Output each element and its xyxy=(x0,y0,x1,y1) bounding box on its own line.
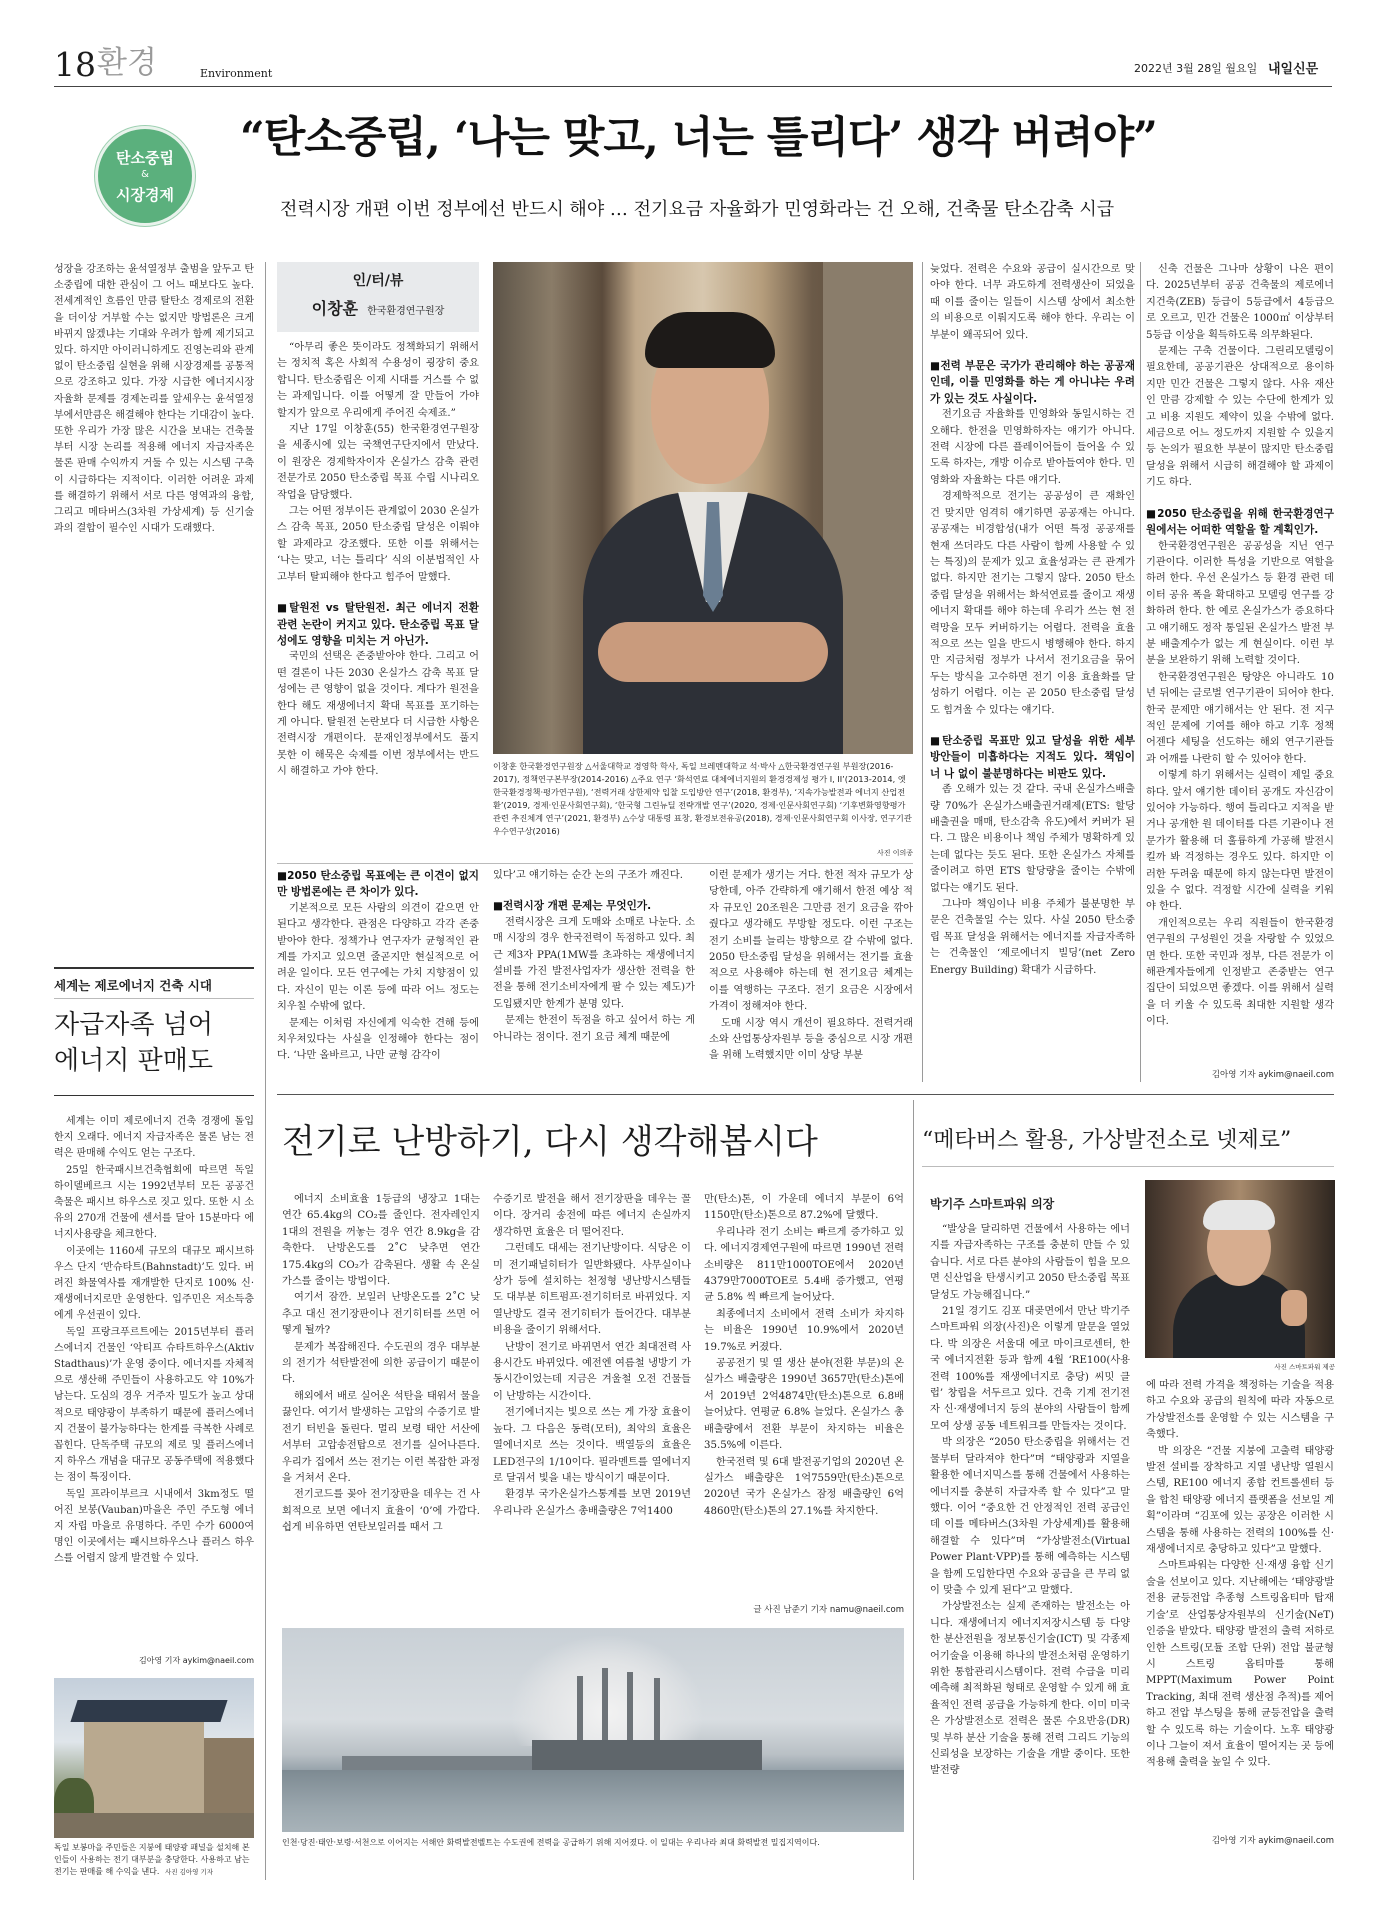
paper-logo: 내일신문 xyxy=(1268,62,1319,77)
paragraph: 독일 프라이부르크 시내에서 3km정도 떨어진 보봉(Vauban)마을은 주민 주도형 에너지 자립 마을로 유명하다. 주민 수가 6000여명인 이곳에서는 패시브하우스나 플러스 하우스를 어렵지 않게 발견할 수 있다. xyxy=(54,1488,254,1565)
header-rule xyxy=(54,86,1332,87)
meta-person: 박기주 스마트파워 의장 xyxy=(930,1197,1055,1211)
side-top-rule xyxy=(54,967,254,969)
meta-photo-credit: 사진 스마트파워 제공 xyxy=(1274,1363,1335,1371)
paragraph: 수증기로 발전을 해서 전기장판을 데우는 꼴이다. 장거리 송전에 따른 에너지 손실까지 생각하면 효율은 더 떨어진다. xyxy=(493,1194,691,1238)
paragraph: 한국환경연구원은 탕양은 아니라도 10년 뒤에는 글로벌 연구기관이 되어야 한다. 한국 문제만 얘기해서는 안 된다. 전 지구적인 문제에 기여를 해야 하고 기후 정책 어젠다 세팅을 선도하는 해외 연구기관들과 어깨를 나란히 할 수 있어야 한다. xyxy=(1146,671,1334,765)
photo-hands xyxy=(598,622,828,682)
paragraph: 늦었다. 전력은 수요와 공급이 실시간으로 맞아야 한다. 너무 과도하게 전력생산이 되었을 때 이를 줄이는 일들이 시스템 상에서 최소한의 비용으로 이뤄지도록 해야 한다. 우리는 이 부분이 왜곡되어 있다. xyxy=(930,264,1135,341)
column-rule xyxy=(1140,262,1141,1082)
interview-col3c xyxy=(493,868,695,1082)
column-rule xyxy=(265,1100,266,1880)
paragraph: 문제는 구축 건물이다. 그린리모델링이 필요한데, 공공기관은 상대적으로 용이하지만 민간 건물은 그렇지 않다. 사유 재산인 만큼 강제할 수 있는 수단에 한계가 있고 비용 지원도 제약이 있을 수밖에 없다. 세금으로 어느 정도까지 지원할 수 있을지 등 논의가 필요한 부분이 많지만 탄소중립 달성을 위해서 시급히 해결해야 할 과제이기도 하다. xyxy=(1146,346,1334,489)
meta-headline: “메타버스 활용, 가상발전소로 넷제로” xyxy=(922,1128,1292,1153)
caption-text: 독일 보봉마을 주민들은 지붕에 태양광 패널을 설치해 본인들이 사용하는 전기 대부분을 충당한다. 사용하고 남는 전기는 판매를 해 수익을 낸다. xyxy=(54,1843,250,1876)
paragraph: 세계는 이미 제로에너지 건축 경쟁에 돌입한지 오래다. 에너지 자급자족은 물론 남는 전력은 판매해 수익도 얻는 구조다. xyxy=(54,1116,254,1160)
paragraph: 문제가 복잡해진다. 수도권의 경우 대부분의 전기가 석탄발전에 의한 공급이기 때문이다. xyxy=(282,1341,480,1386)
series-badge-line3: 시장경제 xyxy=(116,186,174,204)
paragraph: 문제는 이처럼 자신에게 익숙한 견해 등에 치우쳐있다는 사실을 인정해야 한다는 점이다. ‘나만 올바르고, 나만 균형 감각이 xyxy=(277,1017,479,1062)
photo-caption xyxy=(493,760,913,860)
heat-photo-caption: 인천·당진·태안·보령·서천으로 이어지는 서해안 화력발전벨트는 수도권에 전력을 공급하기 위해 지어졌다. 이 일대는 우리나라 최대 화력발전 밀집지역이다. xyxy=(282,1838,820,1847)
side-photo-caption xyxy=(54,1842,254,1878)
side-title-rule xyxy=(54,1095,254,1096)
photo-ground xyxy=(54,1813,254,1838)
paragraph: 만(탄소)톤, 이 가운데 에너지 부문이 6억1150만(탄소)톤으로 87.2%에 달했다. xyxy=(704,1194,904,1222)
paragraph: 환경부 국가온실가스통계를 보면 2019년 우리나라 온실가스 총배출량은 7억1400 xyxy=(493,1489,691,1517)
series-badge-line2: & xyxy=(141,169,149,180)
column-rule xyxy=(913,1100,914,1880)
interview-label: 인/터/뷰 xyxy=(352,273,404,289)
question: ■전력시장 개편 문제는 무엇인가. xyxy=(493,900,652,913)
paragraph: 문제는 한전이 독점을 하고 싶어서 하는 게 아니라는 점이다. 전기 요금 체계 때문에 xyxy=(493,1015,695,1043)
paragraph: 이런 문제가 생기는 거다. 한전 적자 규모가 상당한데, 아주 간략하게 얘기해서 한전 예상 적자 규모인 20조원은 그만큼 전기 요금을 깎아줬다고 생각해도 무방할 정도다. 이런 구조는 전기 소비를 늘리는 방향으로 갈 수밖에 없다. 2050 탄소중립 달성을 위해서는 전기를 효율적으로 사용해야 하는데 현 전기요금 체계는 이를 역행하는 구조다. 전기 요금은 시장에서 가격이 정해져야 한다. xyxy=(709,870,913,1013)
paragraph: 좀 오해가 있는 것 같다. 국내 온실가스배출량 70%가 온실가스배출권거래제(ETS: 할당 배출권을 매매, 탄소감축 유도)에서 커버가 된다. 그 많은 비용이나 책임 주체가 명확하게 있는데 없다는 듯도 된다. 또한 온실가스 자체를 줄이려고 하면 ETS 할당량을 줄이는 수밖에 없다는 얘기도 된다. xyxy=(930,784,1135,894)
question: ■탈원전 vs 탈탄원전. 최근 에너지 전환 관련 논란이 커지고 있다. 탄소중립 목표 달성에도 영향을 미치는 거 아닌가. xyxy=(277,602,479,647)
paragraph: 그는 어떤 정부이든 관계없이 2030 온실가스 감축 목표, 2050 탄소중립 달성은 이뤄야 할 과제라고 강조했다. 또한 이를 위해서는 ‘나는 맞고, 너는 틀리다’ 식의 이분법적인 사고부터 탈피해야 한다고 힘주어 말했다. xyxy=(277,506,479,583)
paragraph: 전기요금 자율화를 민영화와 동일시하는 건 오해다. 한전을 민영화하자는 얘기가 아니다. 전력 시장에 다른 플레이어들이 들어올 수 있도록 하자는, 개방 이슈로 받아들여야 한다. 민영화와 자율화는 다른 얘기다. xyxy=(930,409,1135,486)
interview-col5 xyxy=(1146,262,1334,1070)
side-body xyxy=(54,1114,254,1654)
photo-credit: 사진 이의종 xyxy=(876,849,913,857)
paragraph: 25일 한국패시브건축협회에 따르면 독일 하이델베르크 시는 1992년부터 모든 공공건축물은 패시브 하우스로 짓고 있다. 또한 시 소유의 270개 건물에 센서를 달아 15분마다 에너지사용량을 체크한다. xyxy=(54,1164,254,1241)
paragraph: 독일 프랑크푸르트에는 2015년부터 플러스에너지 건물인 ‘악티프 슈타트하우스(Aktiv Stadthaus)’가 운영 중이다. 에너지를 자체적으로 생산해 주민들이 사용하고도 약 10%가 남는다. 도심의 경우 거주자 밀도가 높고 상대적으로 태양광이 부족하기 때문에 플러스에너지 건물이 불가능하다는 한계를 극복한 사례로 꼽힌다. 단독주택 규모의 제로 및 플러스에너지 하우스 개념을 대규모 공동주택에 적용했다는 점이 특징이다. xyxy=(54,1326,254,1484)
paragraph: 해외에서 배로 실어온 석탄을 태워서 물을 끓인다. 여기서 발생하는 고압의 수증기로 발전기 터빈을 돌린다. 멀리 보령 태안 서산에서부터 고압송전탑으로 전기를 실어나른다. 우리가 집에서 쓰는 전기는 이런 복잡한 과정을 거쳐서 온다. xyxy=(282,1390,480,1484)
heat-col2 xyxy=(493,1192,691,1616)
caption-text: 이창훈 한국환경연구원장 △서울대학교 경영학 학사, 독일 브레멘대학교 석·박사 △한국환경연구원 부원장(2016-2017), 정책연구본부장(2014-2016) △주요 연구 ‘화석연료 대체에너지원의 환경경제성 평가 I, II’(2013-2014, 엣 한국환경정책·평가연구원), ‘전력거래 상한제약 입찰 도입방안 연구’(2018, 환경부), ‘지속가능발전과 에너지 산업전환’(2019, 경제·인문사회연구회), ‘한국형 그린뉴딜 전략개발 연구’(2020, 경제·인문사회연구회) ‘기후변화영향평가 관련 추진체계 연구’(2021, 환경부) △수상 대통령 표창, 환경보전유공(2018), 경제·인문사회연구회 이사장, 연구기관 우수연구상(2016) xyxy=(493,761,912,836)
paragraph: 21일 경기도 김포 대곶면에서 만난 박기주 스마트파워 의장(사진)은 이렇게 말문을 열었다. 박 의장은 서울대 에코 마이크로센터, 한국 에너지전환 등과 함께 4월 ‘RE100(사용 전력 100%를 재생에너지로 충당) 씨밋 클럽’ 창립을 서두르고 있다. 건축 기계 전기전자 신·재생에너지 등의 분야의 사람들이 함께 모여 상생 공동 네트워크를 만들자는 것이다. xyxy=(930,1306,1130,1432)
question: ■2050 탄소중립 목표에는 큰 이견이 없지만 방법론에는 큰 차이가 있다. xyxy=(277,870,479,899)
intro-text: 성장을 강조하는 윤석열정부 출범을 앞두고 탄소중립에 대한 관심이 그 어느 때보다도 높다. 전세계적인 흐름인 만큼 탈탄소 경제로의 전환을 더이상 거부할 수는 없지만 방법론은 크게 바뀌지 않겠냐는 기대와 우려가 함께 제기되고 있다. 하지만 아이러니하게도 진영논리와 관계없이 탄소중립 실현을 위해 시장경제를 공통적으로 강조하고 있다. 가장 시급한 에너지시장 자율화 문제를 경제논리를 앞세우는 윤석열정부에서만큼은 해결해야 한다는 기대감이 높다. 또한 우리가 가장 많은 시간을 보내는 건축물부터 시장 논리를 적용해 에너지 자급자족은 물론 판매 수익까지 거둘 수 있는 시스템 구축이 시급하다는 지적이다. 이러한 어려운 과제를 해결하기 위해서 서로 다른 영역과의 융합, 그리고 메타버스(3차원 가상세계) 등 신기술과의 결합이 필수인 시대가 도래했다. xyxy=(54,264,254,535)
interviewee-name: 이창훈 xyxy=(311,299,358,318)
main-subhead: 전력시장 개편 이번 정부에선 반드시 해야 … 전기요금 자율화가 민영화라는 건 오해, 건축물 탄소감축 시급 xyxy=(280,199,1115,220)
interview-col4 xyxy=(930,262,1135,1082)
paragraph: 공공전기 및 열 생산 분야(전환 부문)의 온실가스 배출량은 1990년 3657만(탄소)톤에서 2019년 2억4874만(탄소)톤으로 6.8배 늘어났다. 연평균 6.8% 늘었다. 온실가스 총배출량에서 전환 부문이 차지하는 비율은 35.5%에 이른다. xyxy=(704,1358,904,1452)
interviewee xyxy=(277,296,479,319)
question: ■전력 부문은 국가가 관리해야 하는 공공재인데, 이를 민영화를 하는 게 아니냐는 우려가 있는 것도 사실이다. xyxy=(930,360,1135,405)
main-headline: “탄소중립, ‘나는 맞고, 너는 틀리다’ 생각 버려야” xyxy=(240,113,1157,163)
photo-hair xyxy=(1203,1200,1275,1230)
paragraph: 개인적으로는 우리 직원들이 한국환경연구원의 구성원인 것을 자랑할 수 있었으면 한다. 또한 국민과 정부, 다른 전문가 이해관계자들에게 인정받고 존중받는 연구 집단이 되었으면 좋겠다. 이를 위해서 실력을 더 키울 수 있도록 최대한 지원할 생각이다. xyxy=(1146,917,1334,1028)
issue-date: 2022년 3월 28일 월요일 xyxy=(1134,62,1258,75)
heat-headline: 전기로 난방하기, 다시 생각해봅시다 xyxy=(282,1122,818,1162)
page-header xyxy=(54,45,1332,86)
paragraph: 그런데도 대세는 전기난방이다. 식당은 이미 전기패널히터가 일반화됐다. 사무실이나 상가 등에 설치하는 천정형 냉난방시스템들도 대부분 히트펌프·전기히터로 바뀌었다. 지열난방도 결국 전기히터가 들어간다. 대부분 비용을 줄이기 위해서다. xyxy=(493,1243,691,1337)
side-title-line1: 자급자족 넘어 xyxy=(54,1010,213,1040)
interview-col2c xyxy=(277,868,479,1082)
heat-byline: 글 사진 남준기 기자 namu@naeil.com xyxy=(753,1605,904,1615)
paragraph: 가상발전소는 실제 존재하는 발전소는 아니다. 재생에너지 에너지저장시스템 등 다양한 분산전원을 정보통신기술(ICT) 및 각종제어기술을 이용해 하나의 발전소처럼 운영하기 위한 통합관리시스템이다. 전력 수급을 미리 예측해 최적화된 형태로 운영할 수 있게 해 효율적인 전력 공급을 가능하게 한다. 이미 미국은 가상발전소로 전력은 물론 수요반응(DR) 및 부하 분산 기술을 통해 전력 그리드 기능의 신뢰성을 보장하는 기술을 개발 중이다. 또한 발전량 xyxy=(930,1601,1130,1777)
park-kiju-photo xyxy=(1145,1180,1335,1358)
paragraph: 이곳에는 1160세 규모의 대규모 패시브하우스 단지 ‘반슈타트(Bahnstadt)’도 있다. 버려진 화물역사를 재개발한 단지로 100% 신·재생에너지로만 운영한다. 입주민은 저소득층에게 우선권이 있다. xyxy=(54,1245,254,1322)
paragraph: 그나마 책임이나 비용 주체가 불분명한 부문은 건축물일 수는 있다. 사실 2050 탄소중립 목표 달성을 위해서는 에너지를 자급자족하는 건축물인 ‘제로에너지 빌딩’(net Zero Energy Building) 확대가 시급하다. xyxy=(930,899,1135,976)
heat-col3 xyxy=(704,1192,904,1602)
paragraph: 전력시장은 크게 도매와 소매로 나눈다. 소매 시장의 경우 한국전력이 독점하고 있다. 최근 제3자 PPA(1MW를 초과하는 재생에너지 설비를 가진 발전사업자가 생산한 전력을 한전을 통해 전기소비자에게 팔 수 있는 제도)가 도입됐지만 한계가 분명 있다. xyxy=(493,916,695,1010)
paragraph: 한국전력 및 6대 발전공기업의 2020년 온실가스 배출량은 1억7559만(탄소)톤으로 2020년 국가 온실가스 잠정 배출량인 6억4860만(탄소)톤의 27.1%를 차지한다. xyxy=(704,1456,904,1517)
paragraph: 전기에너지는 빛으로 쓰는 게 가장 효율이 높다. 그 다음은 동력(모터), 최악의 효율은 열에너지로 쓰는 것이다. 백열등의 효율은 LED전구의 1/10이다. 필라멘트를 열에너지로 달궈서 빛을 내는 방식이기 때문이다. xyxy=(493,1407,691,1484)
photo-rule xyxy=(277,863,913,864)
meta-byline: 김아영 기자 aykim@naeil.com xyxy=(1211,1836,1334,1846)
paragraph: 지난 17일 이창훈(55) 한국환경연구원장을 세종시에 있는 국책연구단지에서 만났다. 이 원장은 경제학자이자 온실가스 감축 관련 전문가로 2050 탄소중립 목표 수립 시나리오 작업을 담당했다. xyxy=(277,424,479,501)
section-rule xyxy=(277,1094,1334,1095)
caption-credit: 사진 김아영 기자 xyxy=(165,1868,214,1876)
photo-plant xyxy=(532,1740,762,1770)
series-badge-line1: 탄소중립 xyxy=(116,149,174,167)
vauban-photo xyxy=(54,1678,254,1838)
paragraph: “아무리 좋은 뜻이라도 정책화되기 위해서는 정치적 혹은 사회적 수용성이 굉장히 중요합니다. 탄소중립은 이제 시대를 거스를 수 없는 과제입니다. 이를 어떻게 잘 만들어 가야 할지가 앞으로 우리에게 주어진 숙제죠.” xyxy=(277,342,479,419)
paragraph: 한국환경연구원은 공공성을 지닌 연구기관이다. 이러한 특성을 기반으로 역할을 하려 한다. 우선 온실가스 등 환경 관련 데이터 공유 폭을 확대하고 모델링 연구를 강화하려 한다. 한 예로 온실가스가 증요하다고 얘기해도 정작 통일된 온실가스 발전 부분 배출계수가 없는 게 현실이다. 이런 부분을 보완하기 위해 노력할 것이다. xyxy=(1146,540,1334,667)
meta-col1 xyxy=(930,1222,1130,1842)
paragraph: 국민의 선택은 존중받아야 한다. 그리고 어떤 결론이 나든 2030 온실가스 감축 목표 달성에는 큰 영향이 없을 것이다. 계다가 원전을 한다 해도 재생에너지 확대 목표를 포기하는 게 아니다. 탈원전 논란보다 더 시급한 사항은 전력시장 개편이다. 문재인정부에서도 풀지 못한 이 해묵은 숙제를 이번 정부에서는 반드시 해결하고 가야 한다. xyxy=(277,651,479,778)
side-label: 세계는 제로에너지 건축 시대 xyxy=(54,978,212,993)
paragraph: 에 따라 전력 가격을 책정하는 기술을 적용하고 수요와 공급의 원칙에 따라 자동으로 가상발전소를 운영할 수 있는 시스템을 구축했다. xyxy=(1146,1380,1334,1441)
power-plant-photo xyxy=(282,1628,904,1832)
side-label-rule xyxy=(54,998,254,999)
paragraph: 이렇게 하기 위해서는 실력이 제일 중요하다. 앞서 얘기한 데이터 공개도 자신감이 있어야 가능하다. 행여 틀리다고 지적을 받거나 공개한 원 데이터를 다른 기관이나 전문가가 활용해 더 훌륭하게 가공해 발전시킬까 봐 걱정하는 경우도 있다. 하지만 이러한 두려움 때문에 하지 않는다면 발전이 있을 수 없다. 걱정할 시간에 실력을 키워야 한다. xyxy=(1146,770,1334,913)
interviewee-photo xyxy=(493,262,913,754)
paragraph: 도매 시장 역시 개선이 필요하다. 전력거래소와 산업통상자원부 등을 중심으로 시장 개편을 위해 노력했지만 이미 상당 부분 xyxy=(709,1017,913,1062)
paragraph: “발상을 달리하면 건물에서 사용하는 에너지를 자급자족하는 구조를 충분히 만들 수 있습니다. 서로 다른 분야의 사람들이 힘을 모으면 신산업을 탄생시키고 2050 탄소중립 목표 달성도 가능해집니다.” xyxy=(930,1224,1130,1301)
photo-building-2 xyxy=(204,1738,254,1818)
interviewee-title: 한국환경연구원장 xyxy=(367,306,445,317)
meta-col2 xyxy=(1146,1378,1334,1824)
paragraph: 박 의장은 “2050 탄소중립을 위해서는 건물부터 달라져야 한다”며 “태양광과 지열을 활용한 에너지믹스를 통해 건물에서 사용하는 에너지를 충분히 자급자족 할 수 있다”고 말했다. 이어 “중요한 건 안정적인 전력 공급인데 이를 메타버스(3차원 가상세계)를 활용해 해결할 수 있다”며 “가상발전소(Virtual Power Plant·VPP)를 통해 예측하는 시스템을 함께 도입한다면 수요와 공급을 큰 무리 없이 맞출 수 있게 된다”고 말했다. xyxy=(930,1437,1130,1596)
question: ■탄소중립 목표만 있고 달성을 위한 세부 방안들이 미흡하다는 지적도 있다. 책임이 너 나 없이 불분명하다는 비판도 있다. xyxy=(930,734,1135,780)
question: ■2050 탄소중립을 위해 한국환경연구원에서는 어떠한 역할을 할 계획인가. xyxy=(1146,507,1334,537)
heat-col1 xyxy=(282,1192,480,1616)
paragraph: 여기서 잠깐. 보일러 난방온도를 2˚C 낮추고 대신 전기장판이나 전기히터를 쓰면 어떻게 될까? xyxy=(282,1292,480,1337)
interview-box xyxy=(277,262,479,332)
paragraph: 경제학적으로 전기는 공공성이 큰 재화인 건 맞지만 엄격히 얘기하면 공공재는 아니다. 공공재는 비경합성(내가 어떤 특정 공공재를 현재 쓰더라도 다른 사람이 함께 사용할 수 있는 특징)의 문제가 있고 효율성과는 큰 관계가 없다. 하지만 전기는 그렇지 않다. 2050 탄소중립 달성을 위해서는 화석연료를 줄이고 재생에너지 확대를 해야 하는데 우리가 쓰는 현 전력망을 모두 커버하기는 어렵다. 전력을 효율적으로 쓰는 일을 반드시 병행해야 한다. 하지만 지금처럼 정부가 나서서 전기요금을 묶어 두는 방식을 고수하면 전기 이용 효율화를 달성하기 어렵다. 이는 곧 2050 탄소중립 달성도 힘겨울 수 있다는 얘기다. xyxy=(930,491,1135,716)
page-number: 18 xyxy=(54,45,96,84)
paragraph: 신축 건물은 그나마 상황이 나은 편이다. 2025년부터 공공 건축물의 제로에너지건축(ZEB) 등급이 5등급에서 4등급으로 오르고, 민간 건물은 1000㎡ 이상부터 5등급 이상을 획득하도록 의무화된다. xyxy=(1146,264,1334,341)
photo-plant-low xyxy=(342,1756,532,1770)
paragraph: 우리나라 전기 소비는 빠르게 증가하고 있다. 에너지경제연구원에 따르면 1990년 전력 소비량은 811만1000TOE에서 2020년 4379만7000TOE로 5.4배 증가했고, 연평균 5.8% 씩 빠르게 늘어났다. xyxy=(704,1226,904,1304)
meta-rule xyxy=(922,1166,1334,1167)
side-title-line2: 에너지 판매도 xyxy=(54,1046,213,1076)
paragraph: 전기코드를 꽂아 전기장판을 데우는 건 사회적으로 보면 에너지 효율이 ‘0’에 가깝다. 쉽게 비유하면 연탄보일러를 때서 그 xyxy=(282,1489,480,1534)
photo-roof-panels xyxy=(70,1700,227,1722)
byline: 김아영 기자 aykim@naeil.com xyxy=(1211,1070,1334,1080)
interview-col2a xyxy=(277,340,479,870)
photo-sea xyxy=(282,1770,904,1832)
photo-building xyxy=(84,1718,204,1813)
column-rule xyxy=(265,262,266,1122)
photo-thumb xyxy=(1281,1290,1307,1326)
series-badge xyxy=(95,126,195,226)
paragraph: 스마트파워는 다양한 신·재생 융합 신기술을 선보이고 있다. 지난해에는 ‘태양광발전용 균등전압 추종형 스트링옵티마 탑재 기술’로 산업통상자원부의 신기술(NeT) 인증을 받았다. 태양광 발전의 출력 저하로 인한 스트링(모듈 조합 단위) 전압 불균형시 스트링 옵티마를 통해 MPPT(Maximum Power Point Tracking, 최대 전력 생산점 추적)를 제어하고 전압 부스팅을 통해 균등전압을 출력할 수 있도록 하는 기술이다. 노후 태양광이나 그늘이 져서 효율이 떨어지는 곳 등에 적용해 출력을 높일 수 있다. xyxy=(1146,1560,1334,1769)
paragraph: 최종에너지 소비에서 전력 소비가 차지하는 비율은 1990년 10.9%에서 2020년 19.7%로 커졌다. xyxy=(704,1308,904,1353)
paragraph: 기본적으로 모든 사람의 의견이 같으면 안 된다고 생각한다. 관점은 다양하고 각각 존중받아야 한다. 정책가나 연구자가 균형적인 관계를 가지고 있으면 줄곧지만 현실적으로 어려운 일이다. 모든 연구에는 가치 지향점이 있다. 자신이 믿는 이론 등에 따라 어느 정도는 치우칠 수밖에 없다. xyxy=(277,902,479,1013)
side-byline: 김아영 기자 aykim@naeil.com xyxy=(139,1656,254,1665)
paragraph: 박 의장은 “건물 지붕에 고출력 태양광 발전 설비를 장착하고 지열 냉난방 열원시스템, RE100 에너지 종합 컨트롤센터 등을 합친 태양광 에너지 플랫폼을 선보일 계획”이라며 “김포에 있는 공장은 이러한 시스템을 통해 사용하는 전력의 100%를 신·재생에너지로 충당하고 있다”고 말했다. xyxy=(1146,1445,1334,1556)
interview-col4d xyxy=(709,868,913,1082)
column-rule xyxy=(922,262,923,1082)
paragraph: 난방이 전기로 바뀌면서 연간 최대전력 사용시간도 바뀌었다. 예전엔 여름철 냉방기 가동시간이었는데 지금은 겨울철 오전 건물들이 난방하는 시간이다. xyxy=(493,1341,691,1402)
paragraph: 있다’고 얘기하는 순간 논의 구조가 깨진다. xyxy=(493,870,683,881)
section-name-en: Environment xyxy=(200,67,273,80)
photo-hair xyxy=(645,312,775,368)
paragraph: 에너지 소비효율 1등급의 냉장고 1대는 연간 65.4kg의 CO₂를 줄인다. 전자레인지 1대의 전원을 꺼놓는 경우 연간 8.9kg을 감축한다. 난방온도를 2˚C 낮추면 연간 175.4kg의 CO₂가 감축된다. 생활 속 온실가스를 줄이는 방법이다. xyxy=(282,1194,480,1288)
section-name: 환경 xyxy=(97,45,157,81)
